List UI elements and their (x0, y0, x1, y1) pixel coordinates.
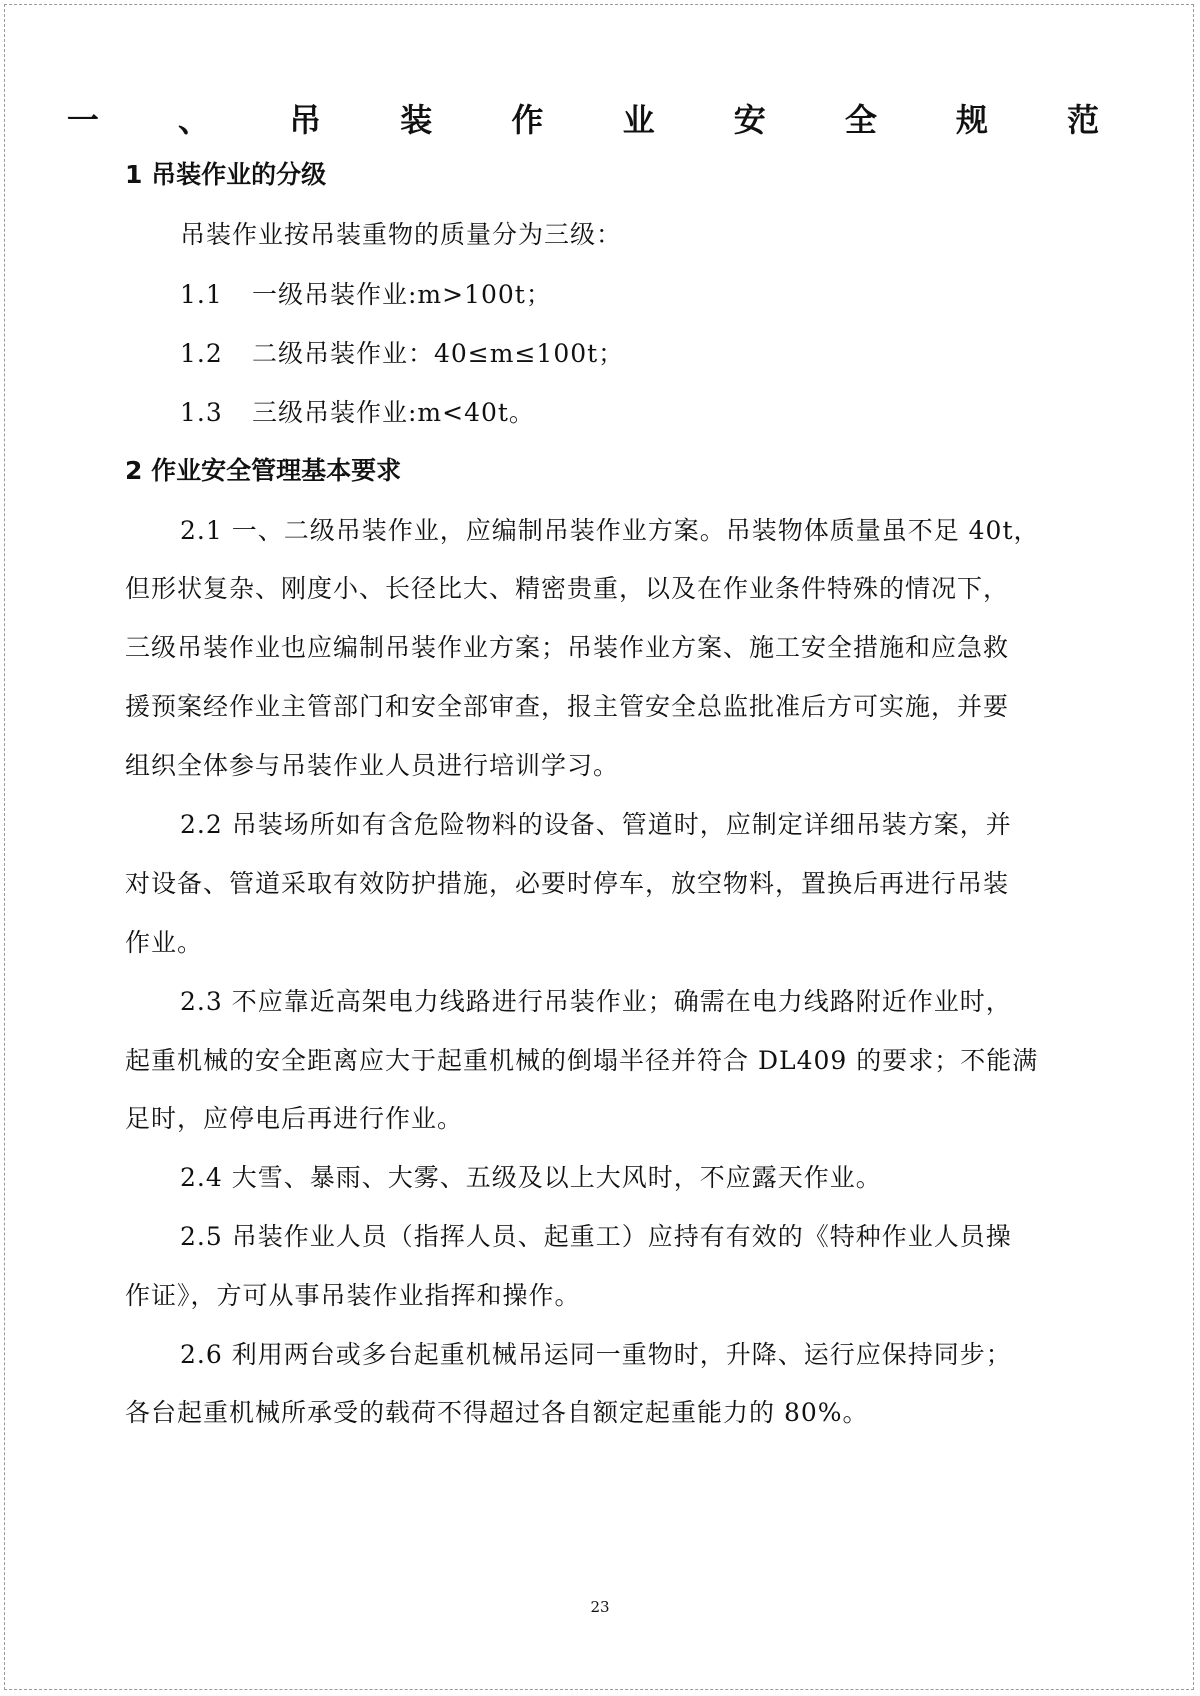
paragraph-2-1-line: 三级吊装作业也应编制吊装作业方案；吊装作业方案、施工安全措施和应急救 (125, 633, 1010, 662)
section-1-intro: 吊装作业按吊装重物的质量分为三级： (180, 220, 623, 249)
section-1-heading: 1 吊装作业的分级 (125, 160, 327, 189)
item-number: 1.1 (180, 280, 223, 309)
page-border (4, 4, 1194, 1690)
paragraph-2-2-line: 2.2 吊装场所如有含危险物料的设备、管道时，应制定详细吊装方案，并 (180, 810, 1012, 839)
list-item (180, 334, 624, 370)
item-number: 1.2 (180, 339, 223, 368)
paragraph-2-5-line: 作证》，方可从事吊装作业指挥和操作。 (125, 1281, 581, 1310)
list-item (180, 275, 552, 311)
list-item (180, 393, 535, 429)
paragraph-2-1-line: 组织全体参与吊装作业人员进行培训学习。 (125, 751, 620, 780)
paragraph-2-3-line: 足时，应停电后再进行作业。 (125, 1104, 464, 1133)
item-number: 1.3 (180, 398, 223, 427)
paragraph-2-1-line: 2.1 一、二级吊装作业，应编制吊装作业方案。吊装物体质量虽不足 40t， (180, 516, 1040, 545)
page-number: 23 (590, 1598, 610, 1616)
item-text: 二级吊装作业：40≤m≤100t； (252, 339, 625, 368)
item-text: 一级吊装作业:m>100t； (252, 280, 552, 309)
page-title: 一 、 吊 装 作 业 安 全 规 范 (66, 101, 1134, 139)
paragraph-2-6-line: 2.6 利用两台或多台起重机械吊运同一重物时，升降、运行应保持同步； (180, 1340, 1012, 1369)
paragraph-2-1-line: 但形状复杂、刚度小、长径比大、精密贵重，以及在作业条件特殊的情况下， (125, 574, 1010, 603)
paragraph-2-5-line: 2.5 吊装作业人员（指挥人员、起重工）应持有有效的《特种作业人员操 (180, 1222, 1012, 1251)
paragraph-2-2-line: 作业。 (125, 928, 204, 957)
section-2-heading: 2 作业安全管理基本要求 (125, 456, 402, 485)
paragraph-2-2-line: 对设备、管道采取有效防护措施，必要时停车，放空物料，置换后再进行吊装 (125, 869, 1010, 898)
paragraph-2-3-line: 2.3 不应靠近高架电力线路进行吊装作业；确需在电力线路附近作业时， (180, 987, 1012, 1016)
paragraph-2-1-line: 援预案经作业主管部门和安全部审查，报主管安全总监批准后方可实施，并要 (125, 692, 1010, 721)
paragraph-2-4-line: 2.4 大雪、暴雨、大雾、五级及以上大风时，不应露天作业。 (180, 1163, 882, 1192)
paragraph-2-3-line: 起重机械的安全距离应大于起重机械的倒塌半径并符合 DL409 的要求；不能满 (125, 1046, 1039, 1075)
paragraph-2-6-line: 各台起重机械所承受的载荷不得超过各自额定起重能力的 80%。 (125, 1398, 869, 1427)
item-text: 三级吊装作业:m<40t。 (252, 398, 535, 427)
